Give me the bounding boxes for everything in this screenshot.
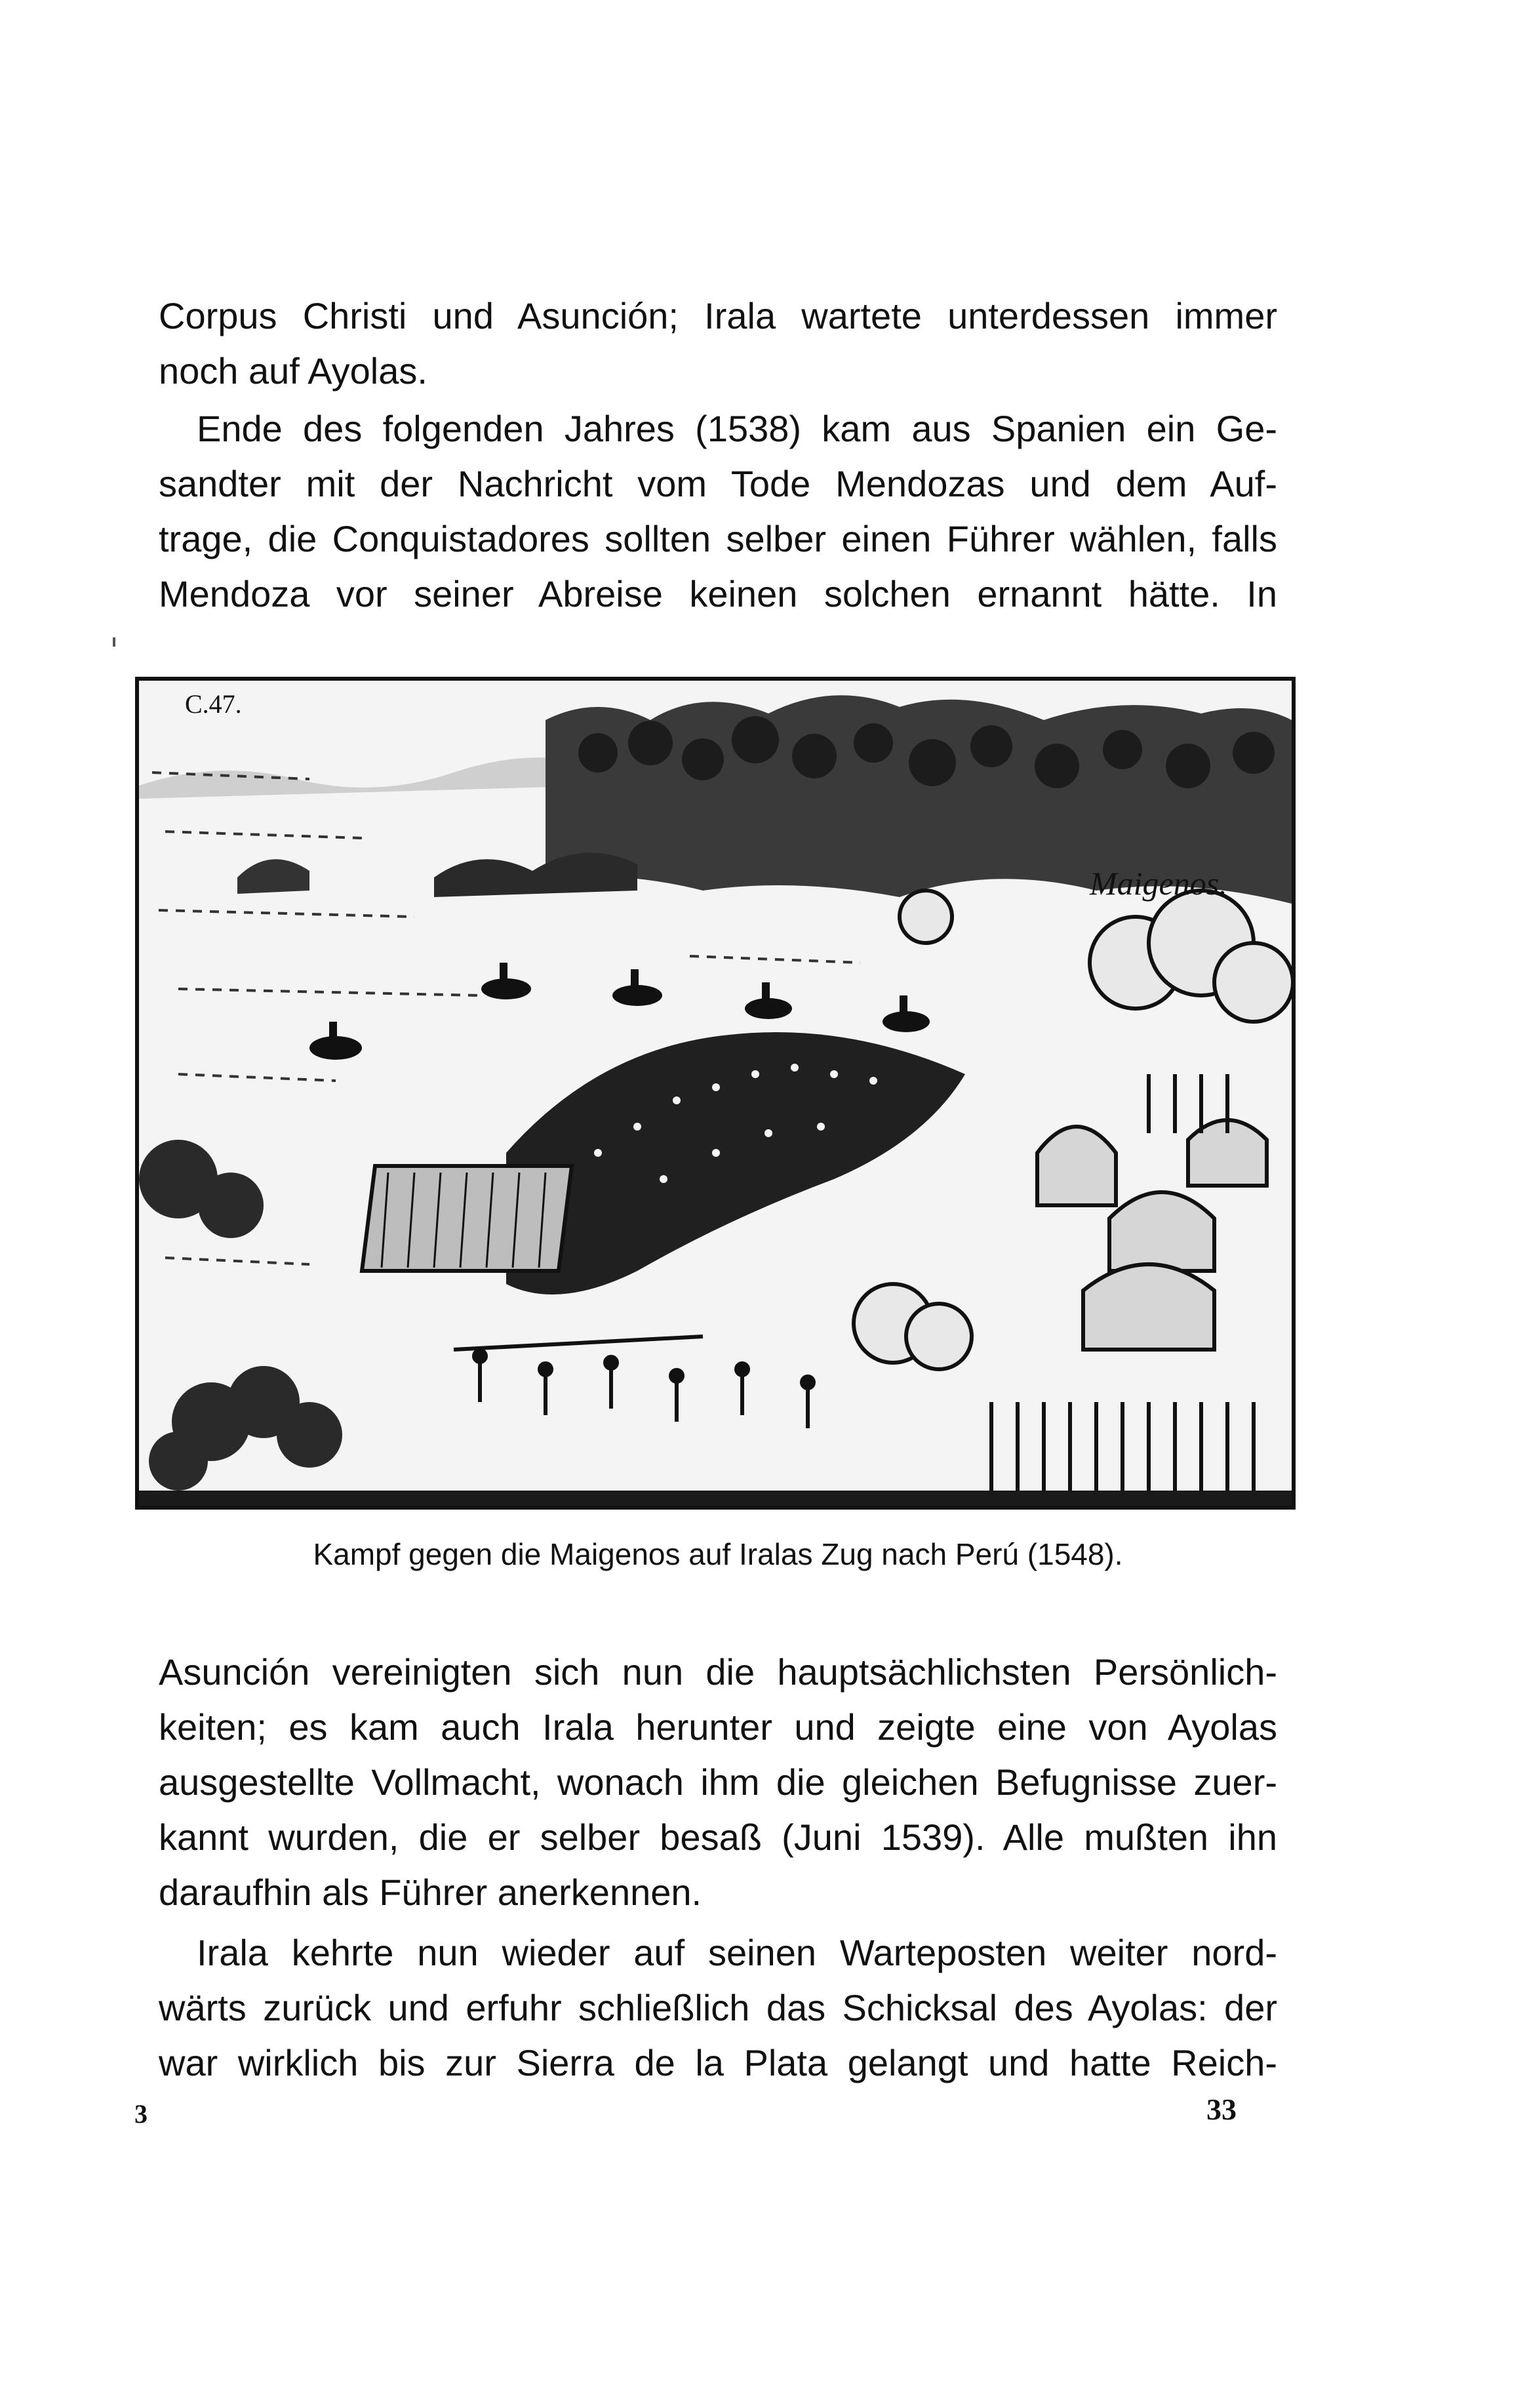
figure-label: Maigenos. xyxy=(1090,865,1227,902)
text-line: keiten; es kam auch Irala herunter und zeigte eine von Ayolas xyxy=(159,1706,1277,1748)
text-line: war wirklich bis zur Sierra de la Plata gelangt und hatte Reich- xyxy=(159,2042,1277,2083)
text-line: ausgestellte Vollmacht, wonach ihm die gleichen Befugnisse zuer- xyxy=(159,1761,1277,1803)
text-line: Corpus Christi und Asunción; Irala wartete unterdessen immer xyxy=(159,295,1277,336)
text-line: daraufhin als Führer anerkennen. xyxy=(159,1872,702,1913)
text-line: Asunción vereinigten sich nun die hauptsächlichsten Persönlich- xyxy=(159,1651,1277,1693)
text-line: noch auf Ayolas. xyxy=(159,350,427,391)
text-line: Irala kehrte nun wieder auf seinen Warteposten weiter nord- xyxy=(197,1932,1277,1973)
figure-caption: Kampf gegen die Maigenos auf Iralas Zug nach Perú (1548). xyxy=(313,1537,1123,1571)
signature-mark: 3 xyxy=(134,2099,148,2129)
text-line: Mendoza vor seiner Abreise keinen solchen ernannt hätte. In xyxy=(159,573,1277,614)
text-line: trage, die Conquistadores sollten selber einen Führer wählen, falls xyxy=(159,518,1277,559)
top-text-block xyxy=(159,289,1277,622)
illustration-drawing xyxy=(139,681,1292,1506)
text-line: kannt wurden, die er selber besaß (Juni 1539). Alle mußten ihn xyxy=(159,1816,1277,1858)
text-line: sandter mit der Nachricht vom Tode Mendozas und dem Auf- xyxy=(159,463,1277,504)
bottom-text-block xyxy=(159,1645,1277,2091)
print-speck xyxy=(113,637,115,647)
page-number: 33 xyxy=(1206,2093,1237,2126)
text-line: Ende des folgenden Jahres (1538) kam aus Spanien ein Ge- xyxy=(197,408,1277,449)
plate-number: C.47. xyxy=(185,689,242,719)
text-line: wärts zurück und erfuhr schließlich das Schicksal des Ayolas: der xyxy=(159,1987,1277,2028)
battle-illustration xyxy=(135,677,1296,1510)
